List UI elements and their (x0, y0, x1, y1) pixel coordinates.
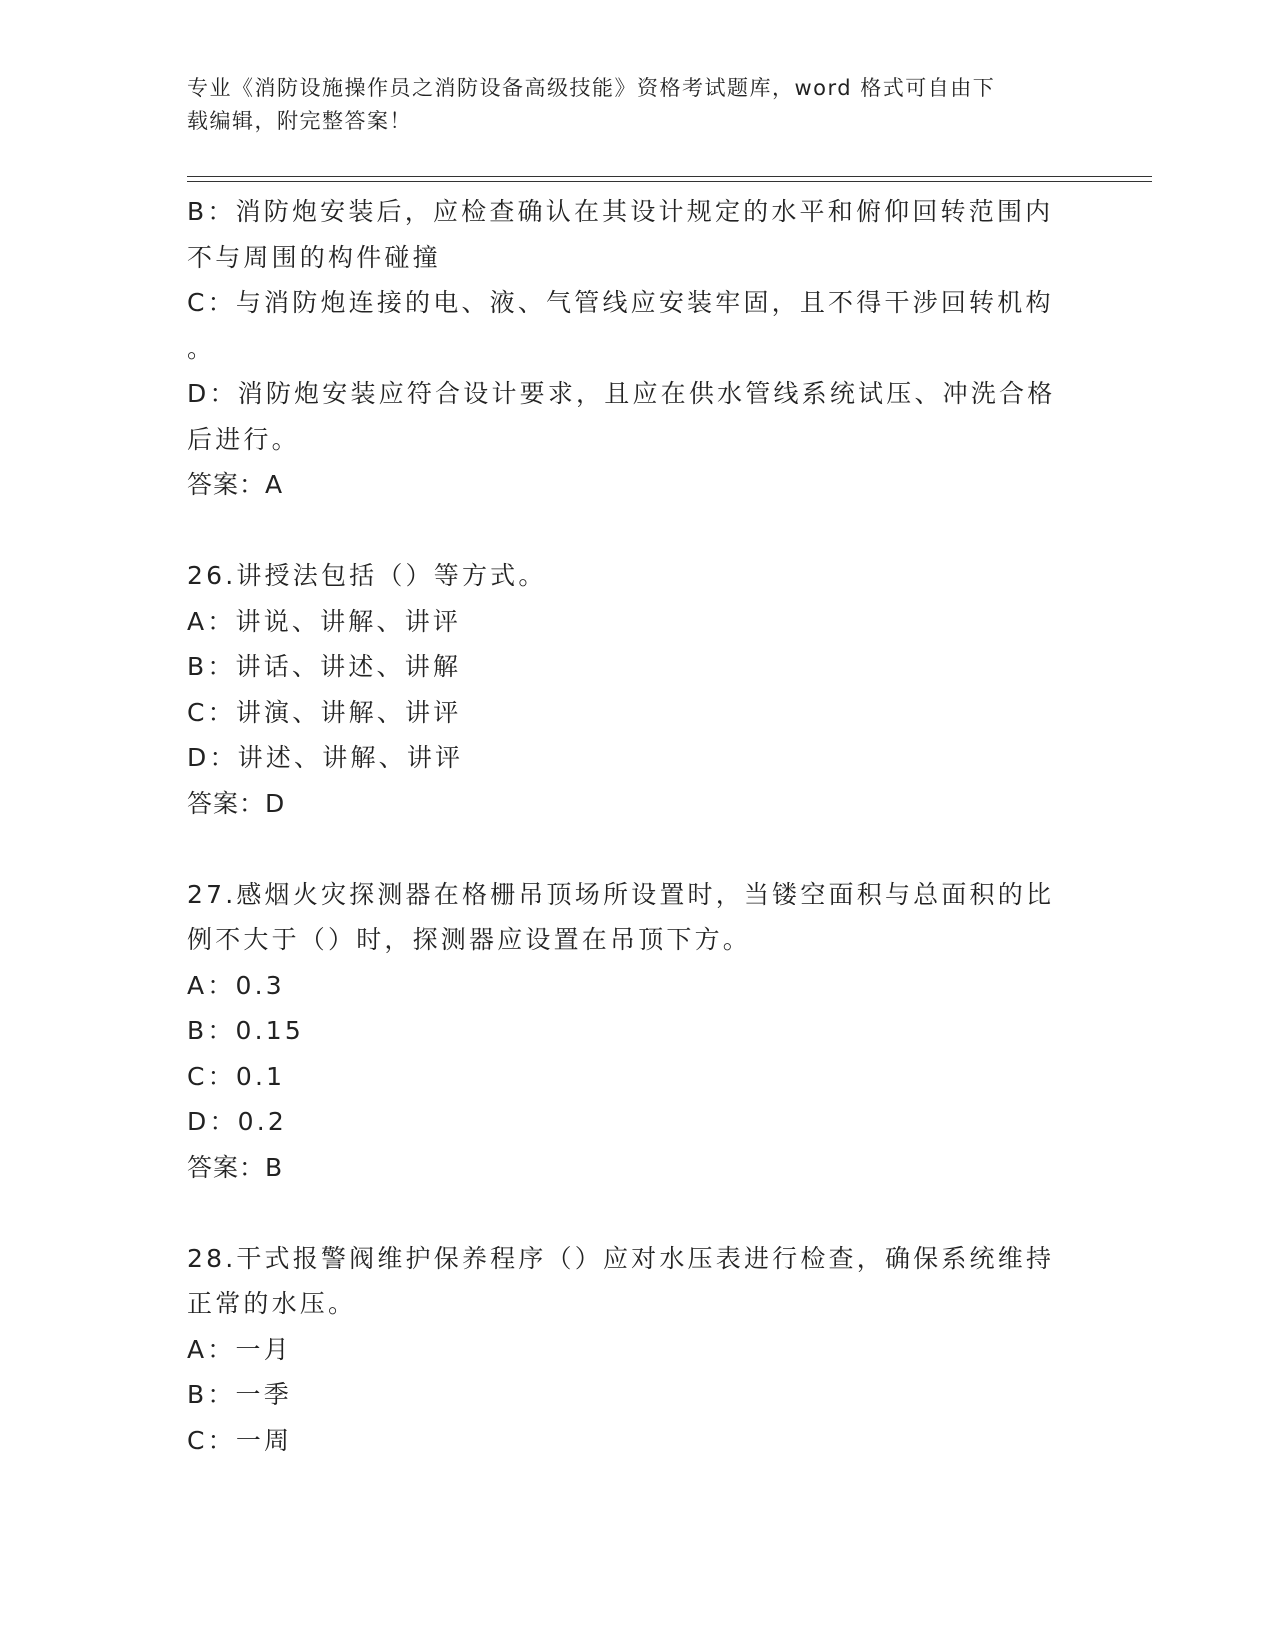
option-b-line-2: 不与周围的构件碰撞 (187, 242, 441, 272)
option-c: C：讲演、讲解、讲评 (187, 697, 462, 727)
option-a: A：讲说、讲解、讲评 (187, 606, 462, 636)
option-d: D：0.2 (187, 1107, 288, 1136)
answer-label: 答案：D (187, 788, 286, 818)
option-d: D：讲述、讲解、讲评 (187, 743, 464, 772)
option-d-line-2: 后进行。 (187, 424, 300, 454)
question-text-line-1: 28.干式报警阀维护保养程序（）应对水压表进行检查，确保系统维持 (187, 1243, 1055, 1273)
document-header (187, 72, 1067, 138)
option-b-line-1: B：消防炮安装后，应检查确认在其设计规定的水平和俯仰回转范围内 (187, 197, 1054, 226)
header-line-1: 专业《消防设施操作员之消防设备高级技能》资格考试题库，word 格式可自由下 (187, 76, 996, 100)
option-c-line-1: C：与消防炮连接的电、液、气管线应安装牢固，且不得干涉回转机构 (187, 288, 1054, 317)
spacer (187, 1190, 1077, 1236)
question-26 (187, 553, 1077, 826)
option-b: B：0.15 (187, 1016, 305, 1045)
option-c-line-2: 。 (187, 333, 216, 363)
option-d-line-1: D：消防炮安装应符合设计要求，且应在供水管线系统试压、冲洗合格 (187, 379, 1056, 408)
header-divider-bottom (187, 181, 1152, 182)
question-28 (187, 1236, 1077, 1464)
question-text-line-2: 正常的水压。 (187, 1289, 357, 1318)
question-text-line-1: 27.感烟火灾探测器在格栅吊顶场所设置时，当镂空面积与总面积的比 (187, 879, 1055, 909)
answer-label: 答案：B (187, 1152, 284, 1182)
question-text-line-2: 例不大于（）时，探测器应设置在吊顶下方。 (187, 925, 752, 954)
spacer (187, 508, 1077, 554)
option-a: A：0.3 (187, 970, 285, 1000)
header-line-2: 载编辑，附完整答案！ (187, 109, 412, 133)
option-b: B：一季 (187, 1380, 292, 1409)
question-list (187, 189, 1077, 1463)
option-b: B：讲话、讲述、讲解 (187, 652, 462, 681)
question-25-continued (187, 189, 1077, 508)
spacer (187, 826, 1077, 872)
option-c: C：一周 (187, 1425, 293, 1455)
option-a: A：一月 (187, 1334, 292, 1364)
option-c: C：0.1 (187, 1061, 286, 1091)
question-text: 26.讲授法包括（）等方式。 (187, 561, 547, 590)
answer-label: 答案：A (187, 470, 284, 499)
header-divider-top (187, 176, 1152, 177)
question-27 (187, 872, 1077, 1191)
